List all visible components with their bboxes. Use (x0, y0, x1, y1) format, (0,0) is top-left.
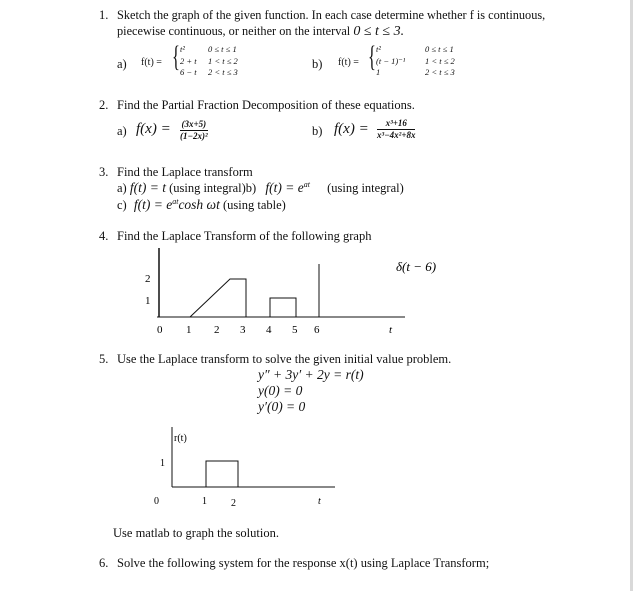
q1b-cond-1: 0 ≤ t ≤ 1 (425, 44, 454, 54)
q4-xtick-5: 5 (292, 324, 298, 336)
q5-xtick-2: 2 (231, 498, 236, 509)
q2a-lhs: f(x) = (136, 121, 171, 137)
q5-x-end: t (318, 496, 321, 507)
q1b-lhs: f(t) = (338, 57, 359, 68)
q3c-label: c) (117, 198, 127, 213)
q4-xtick-0: 0 (157, 324, 163, 336)
q1a-expr-3: 6 − t (180, 67, 197, 77)
q2-text: Find the Partial Fraction Decomposition of these equations. (117, 98, 415, 112)
q1a-brace: { (172, 40, 180, 73)
q4-ytick-1: 1 (145, 295, 151, 307)
q1b-cond-3: 2 < t ≤ 3 (425, 67, 455, 77)
q2b-numerator: x³+16 (377, 118, 415, 130)
q6-text: Solve the following system for the response x(t) using Laplace Transform; (117, 556, 490, 570)
q1a-expr-1: t² (180, 44, 185, 54)
q2a-denominator: (1−2x)² (180, 131, 208, 141)
q4-ramp-pulse (190, 279, 246, 317)
q3a-label: a) (117, 181, 127, 196)
q5-text: Use the Laplace transform to solve the given initial value problem. (117, 352, 452, 366)
q1-line2-text: piecewise continuous, or neither on the interval (117, 24, 351, 38)
q4-xtick-6: 6 (314, 324, 320, 336)
q5-eq1: y″ + 3y′ + 2y = r(t) (258, 367, 364, 382)
q5-number: 5. (99, 352, 109, 366)
q3c-tail: cosh ωt (178, 197, 220, 213)
q4-xtick-3: 3 (240, 324, 246, 336)
q4-xtick-2: 2 (214, 324, 220, 336)
q1a-cond-3: 2 < t ≤ 3 (208, 67, 238, 77)
q2-number: 2. (99, 98, 109, 112)
q4-ytick-2: 2 (145, 273, 151, 285)
q2a-label: a) (117, 124, 127, 138)
q4-delta-label: δ(t − 6) (396, 259, 437, 274)
q1a-cond-1: 0 ≤ t ≤ 1 (208, 44, 237, 54)
q5-matlab-note: Use matlab to graph the solution. (113, 526, 279, 540)
q4-x-end: t (389, 324, 393, 336)
q2a-numerator: (3x+5) (181, 119, 207, 129)
q5-ytick-1: 1 (160, 458, 165, 469)
q3-text: Find the Laplace transform (117, 165, 253, 179)
q1-number: 1. (99, 8, 109, 22)
q4-xtick-1: 1 (186, 324, 192, 336)
q2b-lhs: f(x) = (334, 121, 369, 137)
q1a-expr-2: 2 + t (180, 56, 197, 66)
q2b-label: b) (312, 124, 323, 138)
q3-number: 3. (99, 165, 109, 179)
q6-number: 6. (99, 556, 109, 570)
q3b-sup: at (303, 180, 310, 189)
q3b-note: (using integral) (327, 181, 404, 196)
q4-number: 4. (99, 229, 109, 243)
q1b-expr-2: (t − 1)⁻¹ (376, 56, 406, 66)
q1a-lhs: f(t) = (141, 57, 162, 68)
q5-xtick-1: 1 (202, 496, 207, 507)
q1b-expr-1: t² (376, 44, 381, 54)
q1a-cond-2: 1 < t ≤ 2 (208, 56, 238, 66)
q5-xtick-0: 0 (154, 496, 159, 507)
q4-text: Find the Laplace Transform of the following graph (117, 229, 372, 243)
q3c-expr: f(t) = e (133, 197, 173, 213)
q1b-expr-3: 1 (376, 67, 381, 77)
q4-unit-pulse (270, 298, 296, 317)
q5-eq3: y′(0) = 0 (258, 399, 306, 414)
q4-xtick-4: 4 (266, 324, 272, 336)
q5-pulse (206, 461, 238, 487)
q3c-note: (using table) (222, 198, 286, 213)
q3a-note: (using integral)b) (169, 181, 257, 196)
q3a-expr: f(t) = t (129, 180, 166, 196)
q3b-expr: f(t) = e (265, 180, 304, 196)
q1a-label: a) (117, 57, 127, 71)
q1b-cond-2: 1 < t ≤ 2 (425, 56, 455, 66)
q3c-sup: at (172, 197, 179, 206)
q5-eq2: y(0) = 0 (258, 383, 303, 398)
q1b-label: b) (312, 57, 323, 71)
q2b-denominator: x³−4x²+8x (377, 130, 416, 140)
q1b-brace: { (368, 40, 376, 73)
q1-line1: Sketch the graph of the given function. In each case determine whether f is continuous, (117, 8, 546, 22)
q5-graph-label: r(t) (174, 433, 187, 444)
q1-interval: 0 ≤ t ≤ 3. (353, 24, 405, 39)
